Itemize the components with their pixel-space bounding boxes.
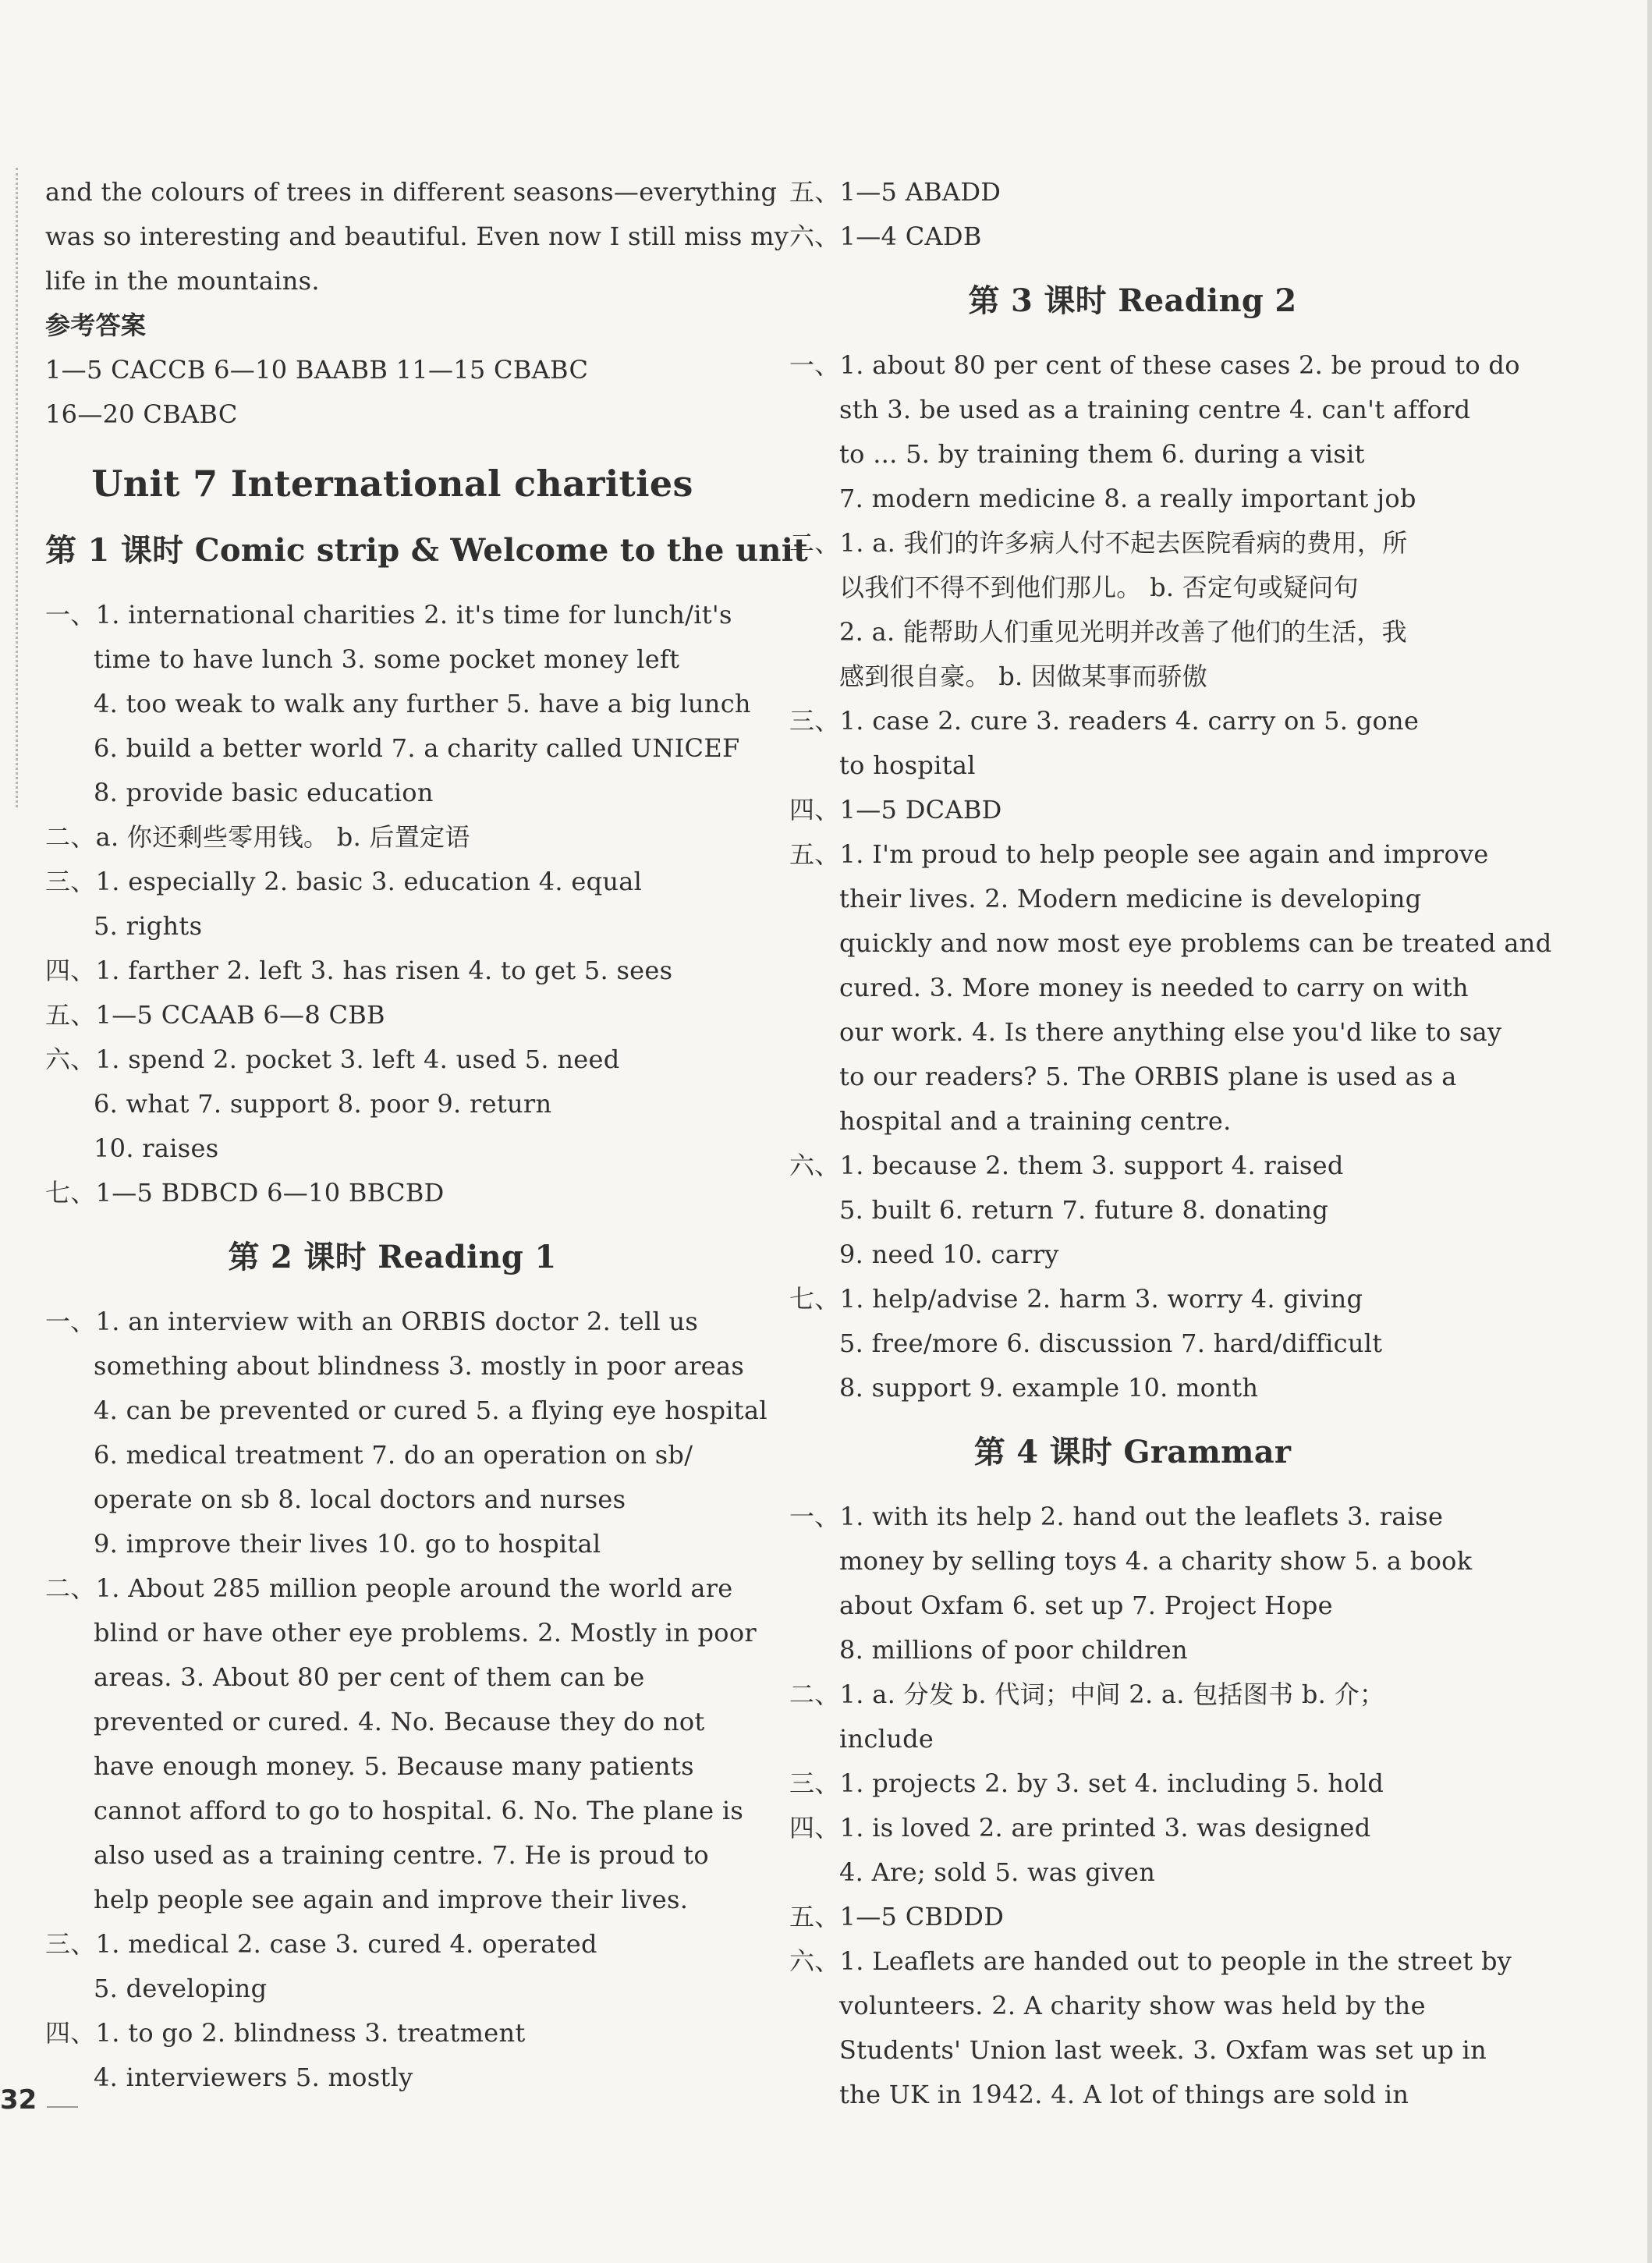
answer-line: 三、1. medical 2. case 3. cured 4. operated bbox=[45, 1929, 597, 1959]
answer-line: sth 3. be used as a training centre 4. can't afford bbox=[839, 395, 1471, 424]
lesson-2-title: 第 2 课时 Reading 1 bbox=[228, 1239, 557, 1275]
answer-line: the UK in 1942. 4. A lot of things are sold in bbox=[839, 2080, 1409, 2109]
answer-line: 三、1. especially 2. basic 3. education 4. equal bbox=[45, 867, 643, 896]
answer-line: 9. need 10. carry bbox=[839, 1240, 1059, 1269]
answer-line: 9. improve their lives 10. go to hospital bbox=[94, 1529, 601, 1559]
page-number: 32 bbox=[0, 2084, 37, 2116]
answer-line: hospital and a training centre. bbox=[839, 1106, 1232, 1136]
answer-line: 二、1. About 285 million people around the world are bbox=[45, 1573, 733, 1603]
left-margin-rule bbox=[16, 168, 18, 807]
intro-line: was so interesting and beautiful. Even now I still miss my bbox=[45, 222, 789, 251]
answer-line: volunteers. 2. A charity show was held by the bbox=[839, 1991, 1426, 2020]
answer-line: their lives. 2. Modern medicine is developing bbox=[839, 884, 1422, 913]
answer-line: 七、1. help/advise 2. harm 3. worry 4. giving bbox=[789, 1284, 1363, 1314]
answer-line: time to have lunch 3. some pocket money left bbox=[94, 644, 680, 674]
answer-line: 五、1—5 CCAAB 6—8 CBB bbox=[45, 1000, 385, 1030]
answer-line: to ... 5. by training them 6. during a visit bbox=[839, 439, 1365, 469]
answer-line: cured. 3. More money is needed to carry on with bbox=[839, 973, 1469, 1002]
answer-line: prevented or cured. 4. No. Because they do not bbox=[94, 1707, 705, 1736]
intro-line: life in the mountains. bbox=[45, 266, 320, 296]
answer-line: 四、1. farther 2. left 3. has risen 4. to get 5. sees bbox=[45, 956, 673, 985]
answer-line: blind or have other eye problems. 2. Mostly in poor bbox=[94, 1618, 757, 1648]
answer-line: 6. build a better world 7. a charity called UNICEF bbox=[94, 733, 740, 763]
answer-line: help people see again and improve their lives. bbox=[94, 1885, 689, 1914]
answer-line: 6. medical treatment 7. do an operation on sb/ bbox=[94, 1440, 693, 1470]
answer-line: 五、1. I'm proud to help people see again and improve bbox=[789, 839, 1489, 869]
answer-line: 二、1. a. 我们的许多病人付不起去医院看病的费用，所 bbox=[789, 528, 1408, 558]
answer-line: something about blindness 3. mostly in poor areas bbox=[94, 1351, 745, 1381]
answer-line: 六、1—4 CADB bbox=[789, 222, 982, 251]
intro-line: and the colours of trees in different seasons—everything bbox=[45, 177, 778, 207]
answer-line: 四、1. to go 2. blindness 3. treatment bbox=[45, 2018, 526, 2048]
answer-line: 8. millions of poor children bbox=[839, 1635, 1188, 1665]
answer-line: 5. developing bbox=[94, 1974, 268, 2003]
answer-line: 一、1. with its help 2. hand out the leaflets 3. raise bbox=[789, 1502, 1444, 1531]
answer-line: 5. free/more 6. discussion 7. hard/difficult bbox=[839, 1328, 1383, 1358]
answer-line: 8. provide basic education bbox=[94, 778, 434, 807]
answer-line: 六、1. spend 2. pocket 3. left 4. used 5. need bbox=[45, 1045, 620, 1074]
answer-line: 2. a. 能帮助人们重见光明并改善了他们的生活，我 bbox=[839, 617, 1407, 647]
answer-line: cannot afford to go to hospital. 6. No. The plane is bbox=[94, 1796, 744, 1825]
answer-line: 4. can be prevented or cured 5. a flying eye hospital bbox=[94, 1396, 768, 1425]
answer-heading: 参考答案 bbox=[45, 310, 147, 340]
answer-line: about Oxfam 6. set up 7. Project Hope bbox=[839, 1591, 1333, 1620]
answer-line: 六、1. Leaflets are handed out to people in the street by bbox=[789, 1946, 1512, 1976]
answer-line: 四、1—5 DCABD bbox=[789, 795, 1002, 825]
answer-line: quickly and now most eye problems can be treated and bbox=[839, 928, 1552, 958]
answer-line: 5. rights bbox=[94, 911, 203, 941]
answer-line: 1—5 CACCB 6—10 BAABB 11—15 CBABC bbox=[45, 355, 589, 385]
answer-line: 六、1. because 2. them 3. support 4. raised bbox=[789, 1151, 1344, 1180]
answer-line: 二、a. 你还剩些零用钱。 b. 后置定语 bbox=[45, 822, 470, 852]
answer-line: 5. built 6. return 7. future 8. donating bbox=[839, 1195, 1329, 1225]
answer-line: areas. 3. About 80 per cent of them can be bbox=[94, 1662, 645, 1692]
answer-line: 4. Are; sold 5. was given bbox=[839, 1857, 1156, 1887]
answer-line: 6. what 7. support 8. poor 9. return bbox=[94, 1089, 552, 1119]
answer-line: 10. raises bbox=[94, 1133, 219, 1163]
answer-line: money by selling toys 4. a charity show 5. a book bbox=[839, 1546, 1473, 1576]
answer-line: 7. modern medicine 8. a really important job bbox=[839, 484, 1416, 513]
answer-line: have enough money. 5. Because many patients bbox=[94, 1751, 694, 1781]
answer-line: 一、1. an interview with an ORBIS doctor 2. tell us bbox=[45, 1307, 699, 1336]
answer-line: 一、1. about 80 per cent of these cases 2. be proud to do bbox=[789, 350, 1520, 380]
answer-line: 二、1. a. 分发 b. 代词；中间 2. a. 包括图书 b. 介； bbox=[789, 1680, 1385, 1709]
answer-line: to hospital bbox=[839, 750, 976, 780]
answer-line: 三、1. projects 2. by 3. set 4. including 5. hold bbox=[789, 1768, 1384, 1798]
answer-line: our work. 4. Is there anything else you'd like to say bbox=[839, 1017, 1502, 1047]
answer-line: 4. interviewers 5. mostly bbox=[94, 2063, 413, 2092]
unit-title: Unit 7 International charities bbox=[91, 463, 693, 505]
answer-line: also used as a training centre. 7. He is proud to bbox=[94, 1840, 709, 1870]
answer-line: 三、1. case 2. cure 3. readers 4. carry on 5. gone bbox=[789, 706, 1420, 736]
answer-line: 16—20 CBABC bbox=[45, 399, 238, 429]
answer-line: 感到很自豪。 b. 因做某事而骄傲 bbox=[839, 662, 1208, 691]
lesson-3-title: 第 3 课时 Reading 2 bbox=[968, 282, 1297, 319]
right-column bbox=[789, 170, 1552, 2117]
answer-line: 8. support 9. example 10. month bbox=[839, 1373, 1259, 1403]
page-number-dash bbox=[47, 2106, 78, 2108]
answer-line: 五、1—5 CBDDD bbox=[789, 1902, 1005, 1931]
page-edge bbox=[1647, 0, 1652, 2263]
answer-line: include bbox=[839, 1724, 934, 1754]
left-column bbox=[45, 170, 809, 2100]
lesson-1-title: 第 1 课时 Comic strip & Welcome to the unit bbox=[45, 532, 809, 569]
answer-line: 以我们不得不到他们那儿。 b. 否定句或疑问句 bbox=[839, 573, 1359, 602]
answer-line: to our readers? 5. The ORBIS plane is used as a bbox=[839, 1062, 1457, 1091]
lesson-4-title: 第 4 课时 Grammar bbox=[973, 1434, 1292, 1470]
answer-line: 四、1. is loved 2. are printed 3. was designed bbox=[789, 1813, 1371, 1843]
answer-line: operate on sb 8. local doctors and nurses bbox=[94, 1484, 626, 1514]
answer-line: 七、1—5 BDBCD 6—10 BBCBD bbox=[45, 1178, 445, 1208]
answer-line: 4. too weak to walk any further 5. have a big lunch bbox=[94, 689, 751, 718]
answer-line: Students' Union last week. 3. Oxfam was set up in bbox=[839, 2035, 1487, 2065]
answer-line: 五、1—5 ABADD bbox=[789, 177, 1001, 207]
answer-line: 一、1. international charities 2. it's time for lunch/it's bbox=[45, 600, 732, 630]
